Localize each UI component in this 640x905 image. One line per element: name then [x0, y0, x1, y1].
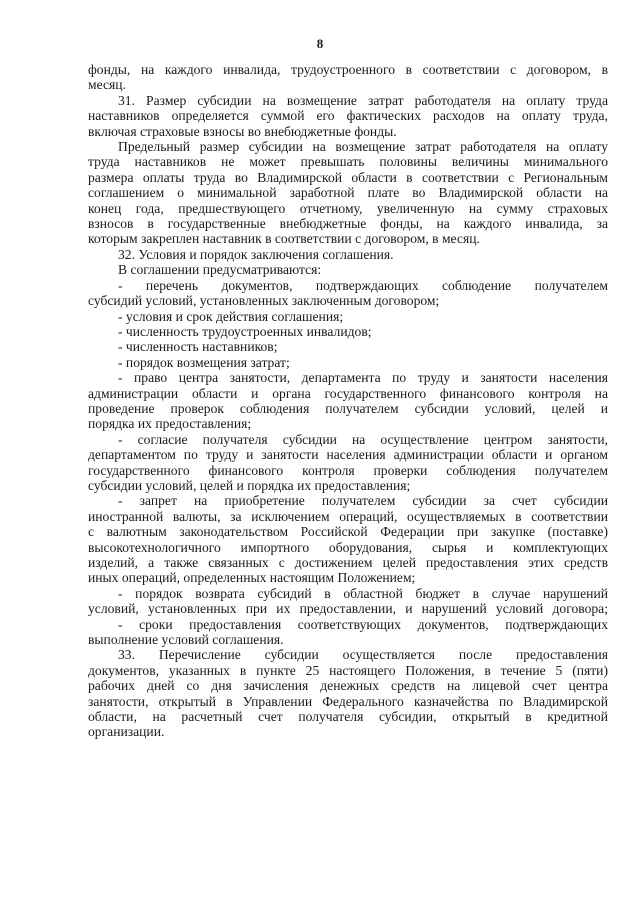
text-line: администрации области и органа государственного финансового контроля на [88, 385, 608, 401]
text-line: - сроки предоставления соответствующих документов, подтверждающих [118, 616, 608, 632]
text-line: соглашением о минимальной заработной плате во Владимирской области на [88, 185, 608, 201]
text-line: проведение проверок соблюдения получателем субсидии условий, целей и [88, 400, 608, 416]
text-line: 33. Перечисление субсидии осуществляется после предоставления [118, 647, 608, 663]
text-line: наставников определяется суммой его фактических расходов на оплату труда, [88, 108, 608, 124]
text-line: 31. Размер субсидии на возмещение затрат работодателя на оплату труда [118, 92, 608, 108]
text-line: субсидии условий, целей и порядка их предоставления; [88, 477, 411, 493]
text-line: порядка их предоставления; [88, 416, 252, 432]
text-line: иностранной валюты, за исключением операций, осуществляемых в соответствии [88, 508, 608, 524]
text-line: которым закреплен наставник в соответствии с договором, в месяц. [88, 231, 480, 247]
text-line: включая страховые взносы во внебюджетные фонды. [88, 123, 397, 139]
text-line: - право центра занятости, департамента по труду и занятости населения [118, 370, 608, 386]
text-line: рабочих дней со дня зачисления денежных средств на лицевой счет центра [88, 678, 608, 694]
text-line: В соглашении предусматриваются: [118, 262, 322, 278]
text-line: конец года, предшествующего отчетному, увеличенную на сумму страховых [88, 200, 608, 216]
text-line: организации. [88, 724, 165, 740]
text-line: - порядок возврата субсидий в областной бюджет в случае нарушений [118, 585, 608, 601]
text-line: - запрет на приобретение получателем субсидии за счет субсидии [118, 493, 608, 509]
text-line: - согласие получателя субсидии на осуществление центром занятости, [118, 431, 608, 447]
text-line: - перечень документов, подтверждающих соблюдение получателем [118, 277, 608, 293]
text-line: - численность трудоустроенных инвалидов; [118, 323, 372, 339]
text-line: - порядок возмещения затрат; [118, 354, 290, 370]
text-line: взносов в государственные внебюджетные фонды, на каждого инвалида, за [88, 216, 608, 232]
text-line: условий, установленных при их предоставлении, и нарушений условий договора; [88, 601, 608, 617]
text-line: изделий, а также связанных с достижением целей предоставления этих средств [88, 555, 608, 570]
text-line: иных операций, определенных настоящим Положением; [88, 570, 416, 586]
text-line: документов, указанных в пункте 25 настоящего Положения, в течение 5 (пяти) [88, 662, 608, 678]
text-line: департаментом по труду и занятости населения администрации области и органом [88, 447, 608, 463]
text-line: с валютным законодательством Российской Федерации при закупке (поставке) [88, 524, 608, 540]
text-line: высокотехнологичного импортного оборудования, сырья и комплектующих [88, 539, 608, 555]
text-line: выполнение условий соглашения. [88, 632, 284, 648]
text-line: размера оплаты труда во Владимирской области в соответствии с Региональным [88, 169, 608, 185]
text-line: занятости, открытый в Управлении Федерального казначейства по Владимирской [88, 693, 608, 709]
text-line: - условия и срок действия соглашения; [118, 308, 344, 324]
text-line: области, на расчетный счет получателя субсидии, открытый в кредитной [88, 709, 608, 725]
document-body [88, 62, 608, 740]
text-line: труда наставников не может превышать половины величины минимального [88, 154, 608, 170]
text-line: государственного финансового контроля проверки соблюдения получателем [88, 462, 608, 478]
text-line: 32. Условия и порядок заключения соглашения. [118, 246, 394, 262]
text-line: субсидий условий, установленных заключенным договором; [88, 293, 440, 309]
page-number: 8 [316, 36, 324, 51]
text-line: фонды, на каждого инвалида, трудоустроенного в соответствии с договором, в [88, 62, 608, 77]
text-line: - численность наставников; [118, 339, 278, 355]
text-line: месяц. [88, 77, 126, 93]
text-line: Предельный размер субсидии на возмещение затрат работодателя на оплату [118, 139, 608, 155]
